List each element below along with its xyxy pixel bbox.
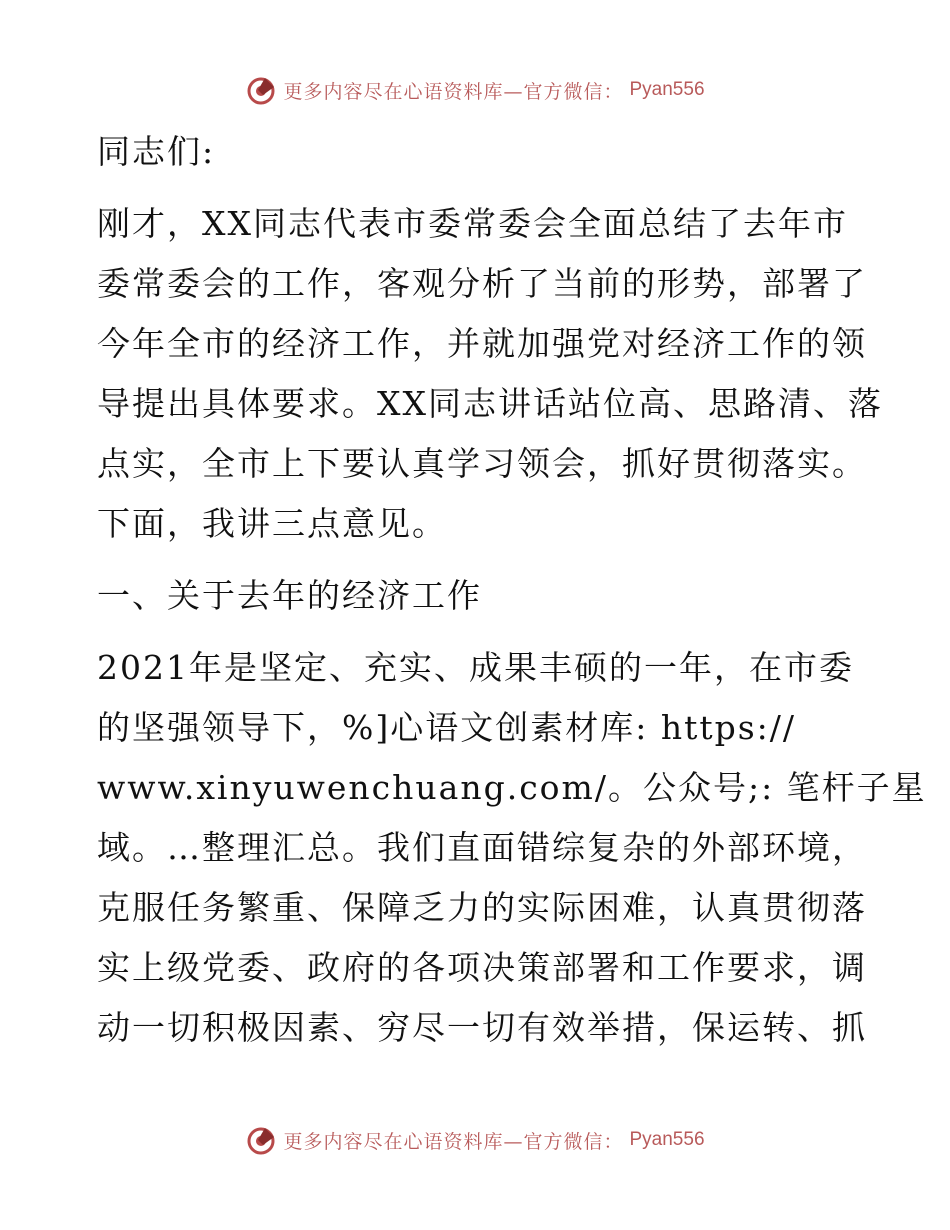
paragraph-line: 实上级党委、政府的各项决策部署和工作要求，调 (97, 948, 867, 987)
paragraph-line: 域。…整理汇总。我们直面错综复杂的外部环境， (97, 828, 867, 867)
header-watermark-text: 更多内容尽在心语资料库—官方微信： (283, 80, 624, 103)
paragraph-line: 导提出具体要求。XX同志讲话站位高、思路清、落 (97, 384, 883, 423)
pen-seal-logo-icon (245, 74, 277, 106)
paragraph-line: 刚才，XX同志代表市委常委会全面总结了去年市 (97, 204, 848, 243)
paragraph-line: 今年全市的经济工作，并就加强党对经济工作的领 (97, 324, 867, 363)
paragraph-line: www.xinyuwenchuang.com/。公众号;: 笔杆子星 (97, 768, 927, 807)
header-wechat-id: Pyan556 (629, 79, 705, 100)
footer-wechat-id: Pyan556 (629, 1129, 705, 1150)
paragraph-line: 的坚强领导下，%]心语文创素材库: https:// (97, 708, 797, 747)
greeting: 同志们: (97, 132, 216, 171)
document-body (97, 122, 927, 1058)
footer-watermark-text: 更多内容尽在心语资料库—官方微信： (283, 1130, 624, 1153)
paragraph-line: 委常委会的工作，客观分析了当前的形势，部署了 (97, 264, 867, 303)
section-heading: 一、关于去年的经济工作 (97, 576, 482, 615)
header-watermark-banner (0, 70, 950, 110)
paragraph-line: 克服任务繁重、保障乏力的实际困难，认真贯彻落 (97, 888, 867, 927)
footer-watermark-banner (0, 1120, 950, 1160)
paragraph-opening (97, 194, 883, 554)
paragraph-line: 下面，我讲三点意见。 (97, 504, 447, 543)
paragraph-line: 2021年是坚定、充实、成果丰硕的一年，在市委 (97, 648, 854, 687)
paragraph-line: 点实，全市上下要认真学习领会，抓好贯彻落实。 (97, 444, 867, 483)
paragraph-line: 动一切积极因素、穷尽一切有效举措，保运转、抓 (97, 1008, 867, 1047)
pen-seal-logo-icon (245, 1124, 277, 1156)
paragraph-economy (97, 638, 927, 1058)
